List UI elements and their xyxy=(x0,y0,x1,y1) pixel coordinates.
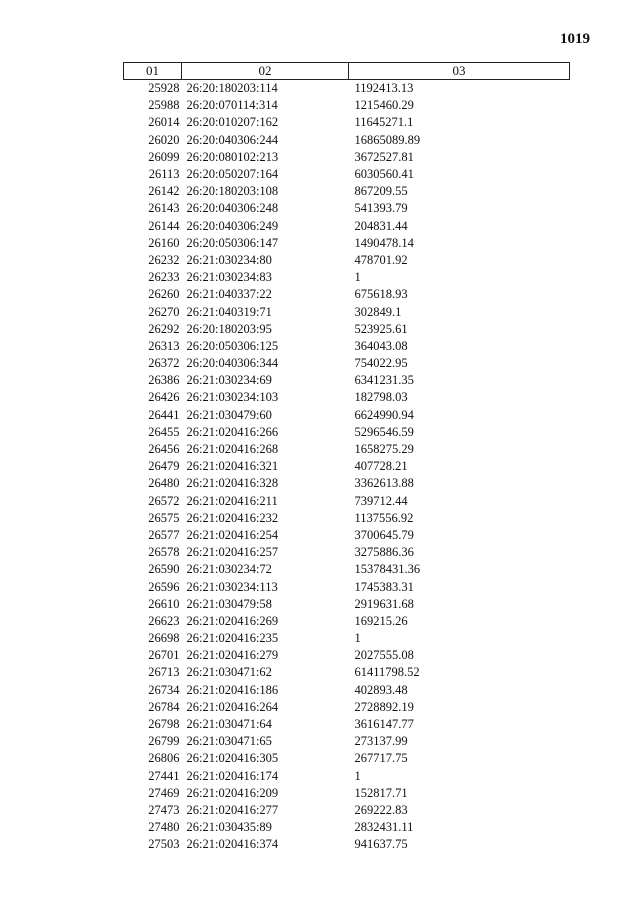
table-cell-2: 26:21:020416:209 xyxy=(186,785,279,800)
table-cell-1: 26386 xyxy=(148,373,180,388)
table-cell-2: 26:20:040306:244 xyxy=(186,132,279,147)
table-cell-1: 26456 xyxy=(148,442,180,457)
column-header-01: 01 xyxy=(124,63,182,80)
table-cell-3: 11645271.1 xyxy=(354,115,414,130)
table-row xyxy=(124,269,570,286)
table-cell-1: 26575 xyxy=(148,510,180,525)
table-row xyxy=(124,613,570,630)
table-cell-1: 26784 xyxy=(148,699,180,714)
table-cell-1: 26372 xyxy=(148,356,180,371)
table-cell-3: 739712.44 xyxy=(354,493,408,508)
table-cell-3: 61411798.52 xyxy=(354,665,420,680)
table-row xyxy=(124,527,570,544)
table-row xyxy=(124,475,570,492)
table-cell-2: 26:20:050306:147 xyxy=(186,235,279,250)
table-row xyxy=(124,630,570,647)
table-cell-2: 26:21:030479:58 xyxy=(186,596,272,611)
table-cell-3: 6341231.35 xyxy=(354,373,414,388)
table-row xyxy=(124,785,570,802)
table-cell-2: 26:21:020416:235 xyxy=(186,631,279,646)
table-cell-2: 26:21:020416:257 xyxy=(186,545,279,560)
page-number: 1019 xyxy=(560,31,590,47)
table-row xyxy=(124,303,570,320)
table-row xyxy=(124,493,570,510)
table-cell-3: 523925.61 xyxy=(354,321,408,336)
table-cell-3: 6030560.41 xyxy=(354,167,414,182)
table-cell-2: 26:21:020416:279 xyxy=(186,648,279,663)
table-cell-3: 2728892.19 xyxy=(354,699,414,714)
table-cell-2: 26:21:020416:232 xyxy=(186,510,279,525)
table-cell-2: 26:21:030234:69 xyxy=(186,373,272,388)
table-cell-2: 26:20:180203:95 xyxy=(186,321,272,336)
table-cell-2: 26:21:020416:264 xyxy=(186,699,279,714)
table-cell-1: 26798 xyxy=(148,717,180,732)
table-cell-2: 26:20:080102:213 xyxy=(186,149,279,164)
table-cell-2: 26:20:180203:108 xyxy=(186,184,279,199)
table-row xyxy=(124,149,570,166)
table-row xyxy=(124,407,570,424)
table-cell-3: 1490478.14 xyxy=(354,235,414,250)
table-row xyxy=(124,836,570,853)
table-cell-2: 26:20:040306:248 xyxy=(186,201,279,216)
table-cell-3: 5296546.59 xyxy=(354,424,414,439)
table-row xyxy=(124,578,570,595)
table-cell-1: 27469 xyxy=(148,785,180,800)
table-row xyxy=(124,286,570,303)
table-cell-1: 26020 xyxy=(148,132,180,147)
table-cell-1: 26232 xyxy=(148,252,180,267)
table-cell-1: 26623 xyxy=(148,613,180,628)
table-cell-3: 407728.21 xyxy=(354,459,408,474)
table-row xyxy=(124,389,570,406)
table-cell-1: 27441 xyxy=(148,768,180,783)
table-cell-1: 25928 xyxy=(148,81,180,96)
table-cell-1: 25988 xyxy=(148,98,180,113)
table-cell-3: 1 xyxy=(354,768,361,783)
table-cell-1: 26701 xyxy=(148,648,180,663)
table-cell-2: 26:21:030234:80 xyxy=(186,252,272,267)
table-cell-2: 26:21:030234:113 xyxy=(186,579,278,594)
table-cell-3: 1192413.13 xyxy=(354,81,414,96)
table-row xyxy=(124,321,570,338)
table-cell-3: 169215.26 xyxy=(354,613,408,628)
table-cell-2: 26:21:030479:60 xyxy=(186,407,272,422)
table-cell-1: 26160 xyxy=(148,235,180,250)
table-cell-1: 26144 xyxy=(148,218,180,233)
table-cell-2: 26:21:030234:83 xyxy=(186,270,272,285)
table-row xyxy=(124,733,570,750)
table-cell-2: 26:21:020416:211 xyxy=(186,493,278,508)
table-cell-2: 26:21:030234:72 xyxy=(186,562,272,577)
table-cell-1: 26590 xyxy=(148,562,180,577)
table-cell-2: 26:21:030435:89 xyxy=(186,820,272,835)
table-cell-3: 302849.1 xyxy=(354,304,402,319)
table-row xyxy=(124,819,570,836)
table-cell-2: 26:21:020416:328 xyxy=(186,476,279,491)
table-cell-3: 1 xyxy=(354,631,361,646)
table-cell-1: 26799 xyxy=(148,734,180,749)
table-row xyxy=(124,424,570,441)
table-cell-2: 26:21:020416:374 xyxy=(186,837,279,852)
table-row xyxy=(124,458,570,475)
data-table xyxy=(123,62,570,853)
table-row xyxy=(124,80,570,98)
table-row xyxy=(124,750,570,767)
table-row xyxy=(124,235,570,252)
table-cell-1: 26426 xyxy=(148,390,180,405)
table-cell-2: 26:21:030471:64 xyxy=(186,717,272,732)
table-cell-2: 26:21:020416:174 xyxy=(186,768,279,783)
table-cell-3: 3275886.36 xyxy=(354,545,414,560)
table-cell-3: 3362613.88 xyxy=(354,476,414,491)
table-cell-1: 26270 xyxy=(148,304,180,319)
table-row xyxy=(124,510,570,527)
table-cell-1: 26292 xyxy=(148,321,180,336)
table-cell-1: 26455 xyxy=(148,424,180,439)
table-cell-2: 26:21:020416:305 xyxy=(186,751,279,766)
table-cell-3: 1215460.29 xyxy=(354,98,414,113)
table-cell-3: 675618.93 xyxy=(354,287,408,302)
table-cell-3: 269222.83 xyxy=(354,802,408,817)
table-cell-3: 2919631.68 xyxy=(354,596,414,611)
table-row xyxy=(124,768,570,785)
table-cell-1: 26313 xyxy=(148,338,180,353)
table-cell-2: 26:20:180203:114 xyxy=(186,81,278,96)
table-row xyxy=(124,132,570,149)
table-row xyxy=(124,699,570,716)
table-cell-1: 26479 xyxy=(148,459,180,474)
table-cell-3: 541393.79 xyxy=(354,201,408,216)
table-cell-1: 26480 xyxy=(148,476,180,491)
table-row xyxy=(124,372,570,389)
table-row xyxy=(124,647,570,664)
table-cell-2: 26:21:020416:277 xyxy=(186,802,279,817)
table-cell-2: 26:21:030234:103 xyxy=(186,390,279,405)
table-cell-1: 26113 xyxy=(148,167,180,182)
table-cell-1: 26577 xyxy=(148,527,180,542)
table-cell-1: 26610 xyxy=(148,596,180,611)
table-cell-2: 26:21:040337:22 xyxy=(186,287,272,302)
table-header-row xyxy=(124,63,570,80)
table-cell-3: 6624990.94 xyxy=(354,407,414,422)
table-cell-2: 26:21:020416:321 xyxy=(186,459,279,474)
table-row xyxy=(124,114,570,131)
table-cell-3: 267717.75 xyxy=(354,751,408,766)
table-cell-2: 26:21:020416:268 xyxy=(186,442,279,457)
table-cell-3: 3672527.81 xyxy=(354,149,414,164)
table-cell-3: 204831.44 xyxy=(354,218,408,233)
table-cell-2: 26:21:030471:65 xyxy=(186,734,272,749)
table-cell-1: 27473 xyxy=(148,802,180,817)
table-row xyxy=(124,355,570,372)
table-cell-1: 26806 xyxy=(148,751,180,766)
table-cell-1: 26099 xyxy=(148,149,180,164)
table-cell-2: 26:20:050207:164 xyxy=(186,167,279,182)
table-row xyxy=(124,166,570,183)
table-cell-3: 1137556.92 xyxy=(354,510,414,525)
table-row xyxy=(124,596,570,613)
table-body xyxy=(124,80,570,854)
table-cell-1: 27480 xyxy=(148,820,180,835)
table-row xyxy=(124,544,570,561)
table-cell-3: 1 xyxy=(354,270,361,285)
table-cell-2: 26:21:020416:254 xyxy=(186,527,279,542)
table-cell-3: 478701.92 xyxy=(354,252,408,267)
table-cell-2: 26:20:010207:162 xyxy=(186,115,279,130)
table-cell-1: 26142 xyxy=(148,184,180,199)
table-cell-1: 26143 xyxy=(148,201,180,216)
table-cell-2: 26:21:020416:186 xyxy=(186,682,279,697)
table-cell-2: 26:21:040319:71 xyxy=(186,304,272,319)
table-cell-2: 26:21:030471:62 xyxy=(186,665,272,680)
table-cell-2: 26:20:040306:344 xyxy=(186,356,279,371)
table-row xyxy=(124,218,570,235)
table-cell-3: 1658275.29 xyxy=(354,442,414,457)
table-cell-1: 26572 xyxy=(148,493,180,508)
table-cell-3: 364043.08 xyxy=(354,338,408,353)
table-row xyxy=(124,664,570,681)
table-cell-1: 26578 xyxy=(148,545,180,560)
table-row xyxy=(124,338,570,355)
table-cell-1: 26596 xyxy=(148,579,180,594)
table-row xyxy=(124,682,570,699)
table-cell-3: 16865089.89 xyxy=(354,132,421,147)
table-cell-1: 26441 xyxy=(148,407,180,422)
table-cell-1: 27503 xyxy=(148,837,180,852)
table-row xyxy=(124,97,570,114)
column-header-03: 03 xyxy=(349,63,570,80)
table-row xyxy=(124,802,570,819)
table-cell-3: 3616147.77 xyxy=(354,717,414,732)
table-cell-3: 3700645.79 xyxy=(354,527,414,542)
table-cell-3: 941637.75 xyxy=(354,837,408,852)
table-cell-3: 152817.71 xyxy=(354,785,408,800)
table-cell-1: 26713 xyxy=(148,665,180,680)
table-cell-3: 182798.03 xyxy=(354,390,408,405)
table-cell-2: 26:20:070114:314 xyxy=(186,98,278,113)
table-cell-1: 26734 xyxy=(148,682,180,697)
table-cell-1: 26260 xyxy=(148,287,180,302)
table-cell-2: 26:20:040306:249 xyxy=(186,218,279,233)
table-cell-2: 26:21:020416:269 xyxy=(186,613,279,628)
table-cell-1: 26014 xyxy=(148,115,180,130)
table-row xyxy=(124,561,570,578)
table-cell-3: 867209.55 xyxy=(354,184,408,199)
table-cell-3: 2027555.08 xyxy=(354,648,414,663)
table-cell-3: 2832431.11 xyxy=(354,820,414,835)
table-cell-3: 402893.48 xyxy=(354,682,408,697)
table-cell-3: 754022.95 xyxy=(354,356,408,371)
table-row xyxy=(124,441,570,458)
column-header-02: 02 xyxy=(182,63,349,80)
table-row xyxy=(124,716,570,733)
table-cell-3: 273137.99 xyxy=(354,734,408,749)
table-cell-2: 26:20:050306:125 xyxy=(186,338,279,353)
table-cell-3: 15378431.36 xyxy=(354,562,421,577)
table-row xyxy=(124,200,570,217)
table-cell-2: 26:21:020416:266 xyxy=(186,424,279,439)
table-cell-1: 26233 xyxy=(148,270,180,285)
table-cell-3: 1745383.31 xyxy=(354,579,414,594)
table-row xyxy=(124,183,570,200)
table-cell-1: 26698 xyxy=(148,631,180,646)
table-row xyxy=(124,252,570,269)
